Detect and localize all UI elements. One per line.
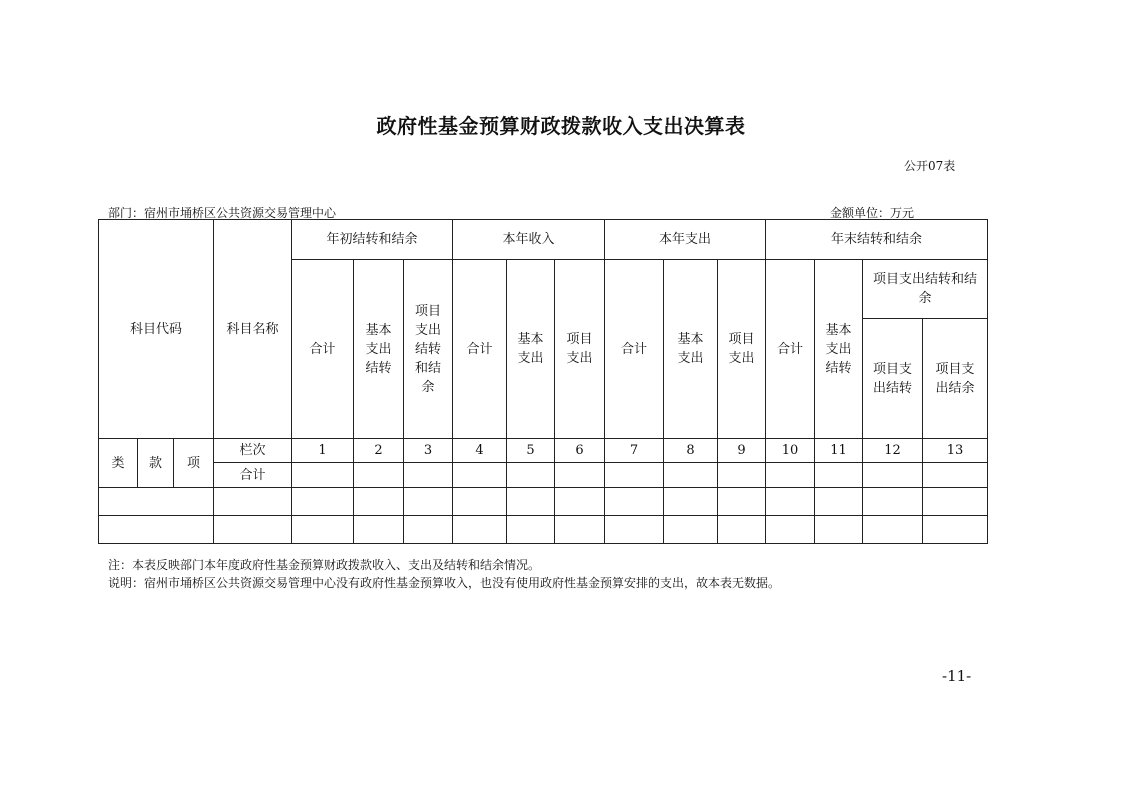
header-end-project-balance-label: 项目支出结余	[935, 361, 975, 396]
table-row	[99, 516, 988, 544]
table-cell	[404, 463, 453, 488]
table-cell	[718, 516, 766, 544]
header-income-basic-label: 基本支出	[517, 332, 544, 366]
header-end-project-label: 项目支出结转和结余	[873, 272, 978, 306]
header-income-basic	[507, 260, 555, 439]
table-note: 注：本表反映部门本年度政府性基金预算财政拨款收入、支出及结转和结余情况。	[108, 558, 541, 572]
page-number: -11-	[942, 667, 972, 685]
header-end-project	[863, 260, 988, 319]
table-cell	[555, 488, 605, 516]
header-begin-basic-carry-label: 基本支出结转	[365, 322, 392, 376]
header-end-basic-carry	[815, 260, 863, 439]
header-income-total: 合计	[453, 260, 507, 439]
col-number: 2	[354, 439, 404, 463]
table-cell	[404, 488, 453, 516]
unit-label: 金额单位：万元	[830, 206, 915, 220]
col-number: 3	[404, 439, 453, 463]
header-end-project-balance	[923, 319, 988, 439]
table-cell	[766, 463, 815, 488]
header-subject-code: 科目代码	[99, 220, 214, 439]
table-cell	[815, 463, 863, 488]
table-explanation: 说明：宿州市埇桥区公共资源交易管理中心没有政府性基金预算收入，也没有使用政府性基金预算安排的支出，故本表无数据。	[108, 576, 781, 590]
header-expense-basic-label: 基本支出	[677, 332, 704, 366]
col-number: 4	[453, 439, 507, 463]
header-income-project-label: 项目支出	[566, 332, 593, 366]
table-cell	[863, 463, 923, 488]
table-cell	[766, 488, 815, 516]
table-cell	[815, 516, 863, 544]
table-cell	[664, 488, 718, 516]
table-cell	[214, 488, 292, 516]
col-number: 7	[605, 439, 664, 463]
table-cell	[555, 516, 605, 544]
header-end-project-carry	[863, 319, 923, 439]
table-cell	[99, 516, 214, 544]
header-expense-basic	[664, 260, 718, 439]
table-cell	[923, 463, 988, 488]
header-end-project-carry-label: 项目支出结转	[872, 361, 912, 396]
row-index-label: 栏次	[214, 439, 292, 463]
table-cell	[664, 463, 718, 488]
col-number: 6	[555, 439, 605, 463]
table-row	[99, 488, 988, 516]
col-number: 1	[292, 439, 354, 463]
table-cell	[453, 463, 507, 488]
table-cell	[507, 463, 555, 488]
header-expense-project	[718, 260, 766, 439]
col-number: 5	[507, 439, 555, 463]
col-number: 12	[863, 439, 923, 463]
header-begin-project-carry-balance	[404, 260, 453, 439]
table-cell	[214, 516, 292, 544]
col-number: 9	[718, 439, 766, 463]
table-cell	[507, 488, 555, 516]
header-begin-project-carry-balance-label: 项目支出结转和结余	[414, 303, 441, 395]
header-income-project	[555, 260, 605, 439]
table-cell	[354, 516, 404, 544]
table-cell	[718, 488, 766, 516]
budget-table	[98, 219, 988, 544]
col-number: 11	[815, 439, 863, 463]
table-cell	[923, 488, 988, 516]
header-group-expense: 本年支出	[605, 220, 766, 260]
table-number: 公开07表	[904, 159, 956, 173]
header-xiang: 项	[174, 439, 214, 488]
header-end-basic-carry-label: 基本支出结转	[825, 322, 852, 376]
header-group-end: 年末结转和结余	[766, 220, 988, 260]
header-group-begin: 年初结转和结余	[292, 220, 453, 260]
table-cell	[863, 488, 923, 516]
header-kuan: 款	[138, 439, 174, 488]
table-cell	[766, 516, 815, 544]
document-title: 政府性基金预算财政拨款收入支出决算表	[376, 114, 746, 138]
header-begin-basic-carry	[354, 260, 404, 439]
table-cell	[815, 488, 863, 516]
header-begin-total: 合计	[292, 260, 354, 439]
table-cell	[404, 516, 453, 544]
col-number: 10	[766, 439, 815, 463]
row-total-label: 合计	[214, 463, 292, 488]
table-cell	[605, 488, 664, 516]
table-cell	[292, 488, 354, 516]
table-cell	[718, 463, 766, 488]
header-end-total: 合计	[766, 260, 815, 439]
header-expense-project-label: 项目支出	[728, 332, 755, 366]
col-number: 13	[923, 439, 988, 463]
table-cell	[555, 463, 605, 488]
table-cell	[354, 488, 404, 516]
table-cell	[292, 516, 354, 544]
table-cell	[292, 463, 354, 488]
table-cell	[453, 516, 507, 544]
table-cell	[923, 516, 988, 544]
table-cell	[507, 516, 555, 544]
table-cell	[453, 488, 507, 516]
table-cell	[354, 463, 404, 488]
col-number: 8	[664, 439, 718, 463]
table-cell	[605, 463, 664, 488]
header-lei: 类	[99, 439, 138, 488]
header-subject-name: 科目名称	[214, 220, 292, 439]
department-label: 部门：宿州市埇桥区公共资源交易管理中心	[108, 206, 337, 220]
header-group-income: 本年收入	[453, 220, 605, 260]
header-expense-total: 合计	[605, 260, 664, 439]
table-cell	[605, 516, 664, 544]
table-cell	[863, 516, 923, 544]
table-cell	[99, 488, 214, 516]
table-cell	[664, 516, 718, 544]
